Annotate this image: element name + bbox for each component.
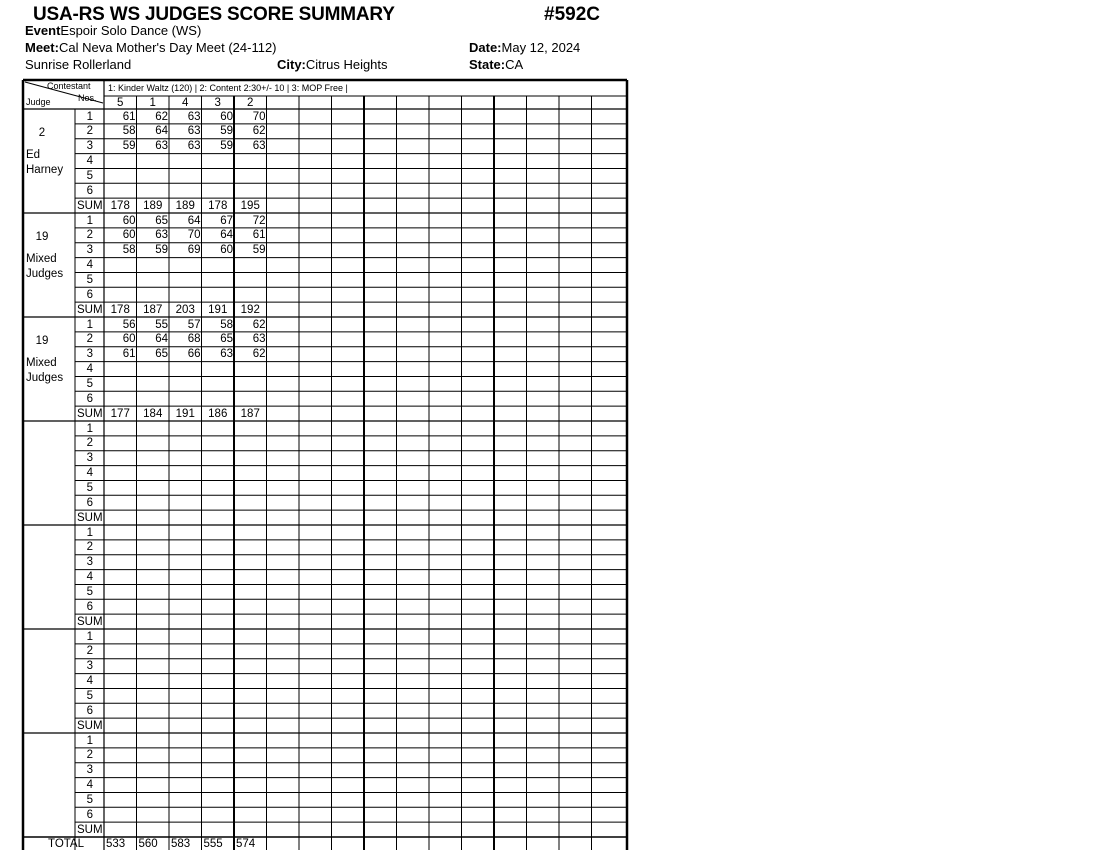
row-number: 6 — [86, 496, 93, 509]
sum-label: SUM — [77, 615, 103, 628]
sum-label: SUM — [77, 511, 103, 524]
row-number: 2 — [86, 749, 93, 762]
total-cell: 583 — [171, 838, 191, 850]
score-cell: 63 — [187, 140, 201, 153]
judge-name-line2: Harney — [26, 164, 64, 176]
judge-number: 19 — [35, 231, 49, 243]
row-number: 3 — [86, 348, 93, 361]
score-cell: 56 — [122, 318, 136, 331]
row-number: 6 — [86, 288, 93, 301]
sum-cell: 189 — [175, 199, 195, 212]
score-cell: 62 — [252, 318, 266, 331]
row-number: 5 — [86, 169, 93, 182]
sum-label: SUM — [77, 719, 103, 732]
score-cell: 64 — [220, 229, 233, 242]
row-number: 1 — [86, 422, 93, 435]
row-number: 6 — [86, 704, 93, 717]
score-cell: 60 — [122, 333, 136, 346]
sum-cell: 191 — [208, 303, 228, 316]
score-cell: 59 — [155, 244, 168, 257]
score-cell: 58 — [122, 125, 136, 138]
date-value: May 12, 2024 — [501, 40, 581, 55]
score-cell: 63 — [155, 140, 168, 153]
sum-cell: 184 — [143, 407, 163, 420]
sum-label: SUM — [77, 823, 103, 836]
score-cell: 72 — [252, 214, 266, 227]
corner-judge-label: Judge — [26, 97, 51, 107]
score-cell: 66 — [187, 348, 201, 361]
row-number: 3 — [86, 244, 93, 257]
row-number: 1 — [86, 214, 93, 227]
score-cell: 67 — [220, 214, 233, 227]
sum-cell: 189 — [143, 199, 163, 212]
score-cell: 62 — [155, 110, 168, 123]
sum-cell: 178 — [110, 199, 130, 212]
corner-contestant-label: Contestant — [47, 81, 91, 91]
city-label: City: — [277, 57, 306, 72]
score-cell: 62 — [252, 125, 266, 138]
score-cell: 63 — [220, 348, 233, 361]
row-number: 1 — [86, 734, 93, 747]
score-cell: 60 — [220, 244, 233, 257]
judge-number: 2 — [38, 127, 46, 139]
row-number: 1 — [86, 318, 93, 331]
sum-cell: 187 — [143, 303, 163, 316]
row-number: 5 — [86, 481, 93, 494]
total-cell: 555 — [203, 838, 223, 850]
row-number: 1 — [86, 630, 93, 643]
score-cell: 58 — [122, 244, 136, 257]
score-cell: 63 — [252, 140, 266, 153]
row-number: 2 — [86, 229, 93, 242]
row-number: 6 — [86, 184, 93, 197]
row-number: 1 — [86, 110, 93, 123]
sheet-number: #592C — [544, 4, 600, 25]
contestant-number: 1 — [149, 97, 156, 109]
score-cell: 65 — [220, 333, 233, 346]
row-number: 3 — [86, 764, 93, 777]
sum-label: SUM — [77, 303, 103, 316]
total-cell: 574 — [236, 838, 256, 850]
row-number: 6 — [86, 600, 93, 613]
corner-nos-label: Nos. — [78, 93, 97, 103]
row-number: 4 — [86, 259, 93, 272]
score-cell: 59 — [220, 125, 233, 138]
sum-cell: 191 — [175, 407, 195, 420]
score-cell: 63 — [187, 110, 201, 123]
row-number: 5 — [86, 689, 93, 702]
sum-cell: 186 — [208, 407, 228, 420]
score-cell: 69 — [187, 244, 201, 257]
sum-label: SUM — [77, 199, 103, 212]
dances-list: 1: Kinder Waltz (120) | 2: Content 2:30+/- 10 | 3: MOP Free | — [108, 83, 348, 93]
sum-cell: 192 — [240, 303, 260, 316]
row-number: 3 — [86, 452, 93, 465]
city-value: Citrus Heights — [305, 57, 388, 72]
score-cell: 61 — [122, 110, 136, 123]
score-cell: 64 — [187, 214, 201, 227]
sum-cell: 187 — [240, 407, 260, 420]
row-number: 4 — [86, 363, 93, 376]
contestant-number: 3 — [214, 97, 221, 109]
sum-cell: 195 — [240, 199, 260, 212]
meet-value: Cal Neva Mother's Day Meet (24-112) — [58, 40, 277, 55]
row-number: 4 — [86, 467, 93, 480]
row-number: 1 — [86, 526, 93, 539]
score-cell: 58 — [220, 318, 233, 331]
sheet-title: USA-RS WS JUDGES SCORE SUMMARY — [33, 4, 395, 25]
score-cell: 70 — [252, 110, 266, 123]
row-number: 5 — [86, 585, 93, 598]
score-cell: 59 — [220, 140, 233, 153]
score-cell: 59 — [122, 140, 136, 153]
score-cell: 63 — [187, 125, 201, 138]
row-number: 6 — [86, 808, 93, 821]
score-cell: 65 — [155, 348, 168, 361]
row-number: 3 — [86, 660, 93, 673]
judge-name-line1: Mixed — [26, 253, 57, 265]
contestant-number: 2 — [247, 97, 254, 109]
judge-name-line2: Judges — [26, 372, 64, 384]
judge-name-line1: Ed — [26, 149, 41, 161]
judge-name-line2: Judges — [26, 268, 64, 280]
contestant-number: 5 — [117, 97, 124, 109]
row-number: 2 — [86, 437, 93, 450]
event-label: Event — [25, 23, 61, 38]
score-cell: 55 — [155, 318, 168, 331]
row-number: 2 — [86, 333, 93, 346]
score-cell: 57 — [187, 318, 201, 331]
score-cell: 62 — [252, 348, 266, 361]
row-number: 2 — [86, 645, 93, 658]
score-cell: 61 — [122, 348, 136, 361]
score-cell: 61 — [252, 229, 266, 242]
meet-label: Meet: — [25, 40, 59, 55]
sum-cell: 177 — [110, 407, 130, 420]
total-cell: 560 — [138, 838, 158, 850]
sum-label: SUM — [77, 407, 103, 420]
sum-cell: 203 — [175, 303, 195, 316]
row-number: 4 — [86, 571, 93, 584]
row-number: 2 — [86, 541, 93, 554]
row-number: 4 — [86, 675, 93, 688]
score-cell: 63 — [155, 229, 168, 242]
score-cell: 64 — [155, 333, 168, 346]
row-number: 6 — [86, 392, 93, 405]
row-number: 5 — [86, 793, 93, 806]
event-value: Espoir Solo Dance (WS) — [60, 23, 202, 38]
score-cell: 68 — [187, 333, 201, 346]
total-label: TOTAL — [48, 838, 84, 850]
score-cell: 64 — [155, 125, 168, 138]
date-label: Date: — [469, 40, 502, 55]
score-cell: 60 — [220, 110, 233, 123]
score-cell: 60 — [122, 229, 136, 242]
row-number: 4 — [86, 155, 93, 168]
row-number: 3 — [86, 556, 93, 569]
state-value: CA — [505, 57, 524, 72]
contestant-number: 4 — [182, 97, 189, 109]
total-cell: 533 — [106, 838, 126, 850]
score-cell: 59 — [252, 244, 266, 257]
row-number: 2 — [86, 125, 93, 138]
judge-name-line1: Mixed — [26, 357, 57, 369]
score-cell: 63 — [252, 333, 266, 346]
score-cell: 70 — [187, 229, 201, 242]
score-cell: 60 — [122, 214, 136, 227]
row-number: 4 — [86, 779, 93, 792]
venue-name: Sunrise Rollerland — [25, 57, 132, 72]
row-number: 3 — [86, 140, 93, 153]
judge-number: 19 — [35, 335, 49, 347]
sum-cell: 178 — [208, 199, 228, 212]
state-label: State: — [469, 57, 506, 72]
row-number: 5 — [86, 273, 93, 286]
sum-cell: 178 — [110, 303, 130, 316]
row-number: 5 — [86, 377, 93, 390]
score-cell: 65 — [155, 214, 168, 227]
